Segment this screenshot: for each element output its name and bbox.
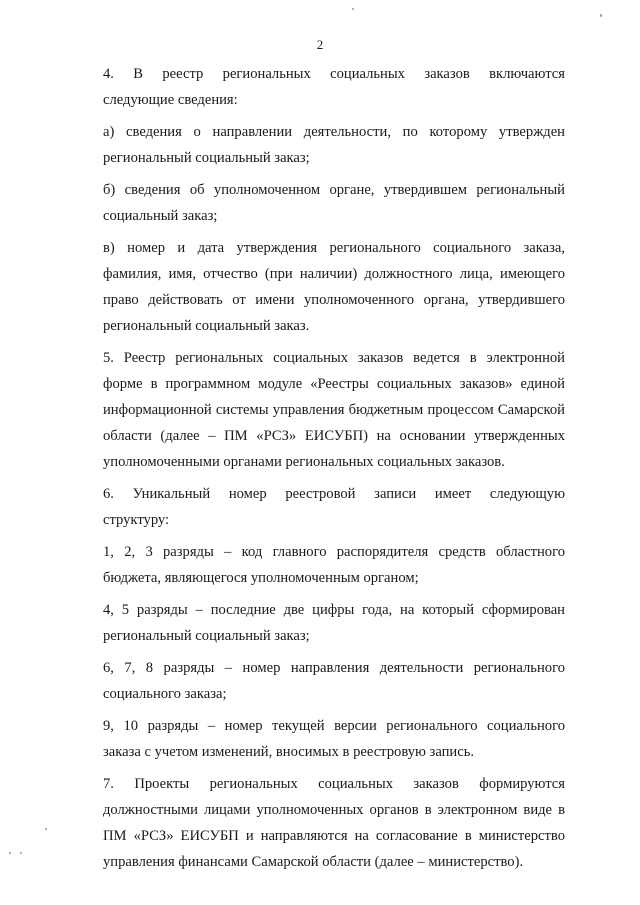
paragraph-item-7 [73,771,565,875]
text-line: заказа с учетом изменений, вносимых в реестровую запись. [103,744,475,760]
text-line: области (далее – ПМ «РСЗ» ЕИСУБП) на основании утвержденных [103,428,565,444]
text-line: региональный социальный заказ; [103,628,310,644]
paragraph-digits-9-10 [73,713,565,765]
text-line: форме в программном модуле «Реестры социальных заказов» единой [103,376,565,392]
text-line: 4. В реестр региональных социальных заказов включаются [103,66,565,82]
scan-speck [9,852,11,854]
text-line: 7. Проекты региональных социальных заказов формируются [103,776,565,792]
page-number: 2 [316,37,324,52]
text-line: право действовать от имени уполномоченного органа, утвердившего [103,292,565,308]
text-line: региональный социальный заказ. [103,318,310,334]
text-line: социального заказа; [103,686,227,702]
text-line: ПМ «РСЗ» ЕИСУБП и направляются на согласование в министерство [103,828,565,844]
paragraph-item-4 [73,61,565,113]
scan-speck [45,828,47,830]
paragraph-digits-6-8 [73,655,565,707]
scan-speck [20,852,22,854]
paragraph-digits-1-3 [73,539,565,591]
paragraph-subitem-b [73,177,565,229]
paragraph-item-6 [73,481,565,533]
text-line: уполномоченными органами региональных социальных заказов. [103,454,505,470]
text-line: а) сведения о направлении деятельности, по которому утвержден [103,124,565,140]
paragraph-subitem-a [73,119,565,171]
text-line: следующие сведения: [103,92,238,108]
text-line: региональный социальный заказ; [103,150,310,166]
text-line: 1, 2, 3 разряды – код главного распорядителя средств областного [103,544,565,560]
text-line: фамилия, имя, отчество (при наличии) должностного лица, имеющего [103,266,565,282]
text-line: управления финансами Самарской области (далее – министерство). [103,854,524,870]
scan-speck [352,8,354,10]
text-line: 9, 10 разряды – номер текущей версии регионального социального [103,718,565,734]
paragraph-item-5 [73,345,565,475]
text-line: 4, 5 разряды – последние две цифры года, на который сформирован [103,602,565,618]
text-line: социальный заказ; [103,208,218,224]
paragraph-subitem-v [73,235,565,339]
text-line: б) сведения об уполномоченном органе, утвердившем региональный [103,182,565,198]
text-line: 6, 7, 8 разряды – номер направления деятельности регионального [103,660,565,676]
text-line: информационной системы управления бюджетным процессом Самарской [103,402,565,418]
text-line: структуру: [103,512,170,528]
text-line: должностными лицами уполномоченных органов в электронном виде в [103,802,565,818]
document-body [73,61,565,881]
paragraph-digits-4-5 [73,597,565,649]
text-line: бюджета, являющегося уполномоченным органом; [103,570,419,586]
text-line: 5. Реестр региональных социальных заказов ведется в электронной [103,350,565,366]
text-line: в) номер и дата утверждения регионального социального заказа, [103,240,565,256]
text-line: 6. Уникальный номер реестровой записи имеет следующую [103,486,565,502]
scan-speck [600,14,602,17]
